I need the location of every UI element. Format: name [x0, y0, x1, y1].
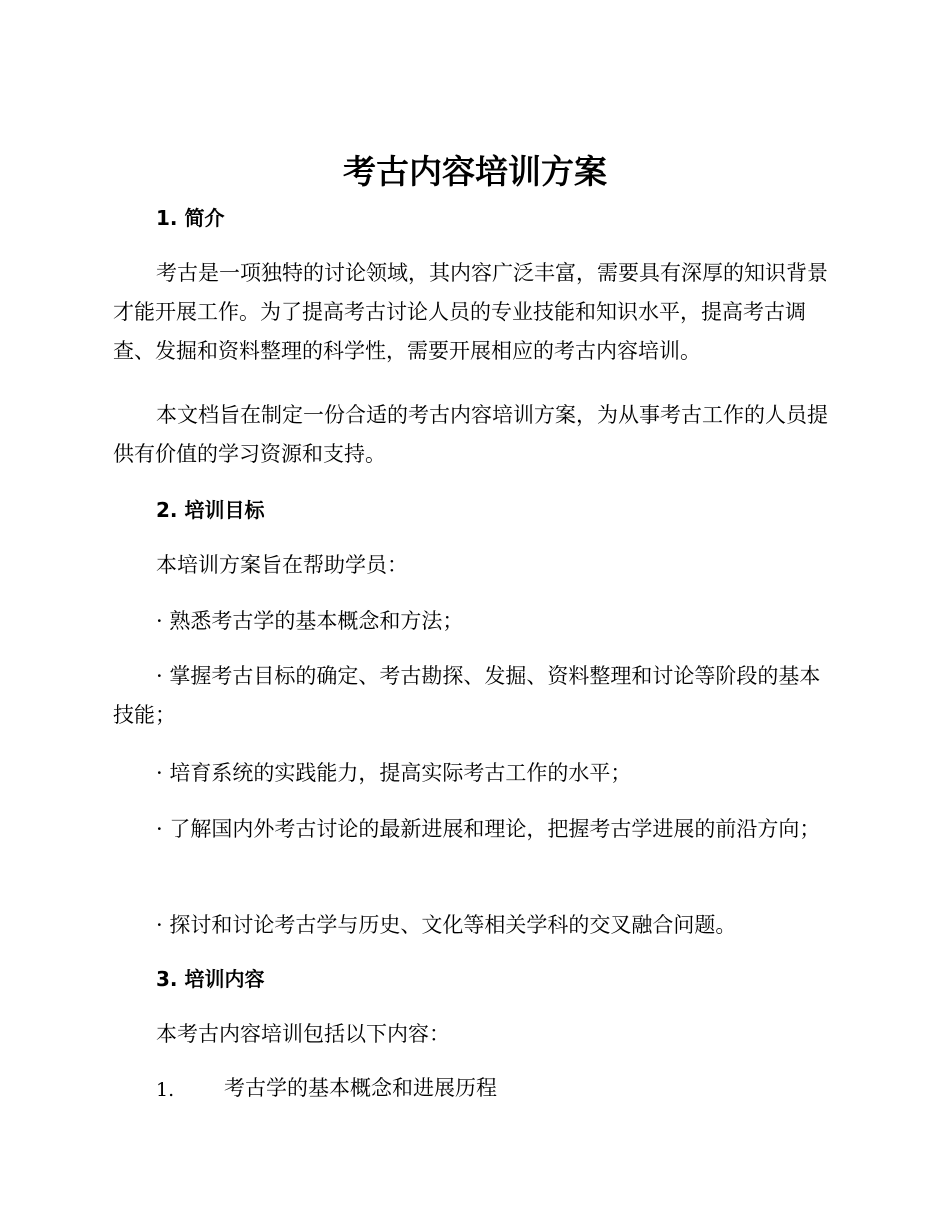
document-title: 考古内容培训方案: [343, 152, 607, 191]
goal-bullet-1: · 熟悉考古学的基本概念和方法；: [156, 609, 464, 633]
content-list-number: 1.: [156, 1079, 175, 1101]
content-intro: 本考古内容培训包括以下内容：: [156, 1022, 450, 1046]
section-heading-content: 3. 培训内容: [156, 967, 265, 991]
intro-paragraph-1: 考古是一项独特的讨论领域，其内容广泛丰富，需要具有深厚的知识背景才能开展工作。为了提高考古讨论人员的专业技能和知识水平，提高考古调查、发掘和资料整理的科学性，需要开展相应的考古内容培训。: [113, 261, 828, 363]
intro-paragraph-2: 本文档旨在制定一份合适的考古内容培训方案，为从事考古工作的人员提供有价值的学习资源和支持。: [113, 403, 828, 466]
goal-bullet-2: · 掌握考古目标的确定、考古勘探、发掘、资料整理和讨论等阶段的基本技能；: [113, 664, 821, 727]
content-list-item: 考古学的基本概念和进展历程: [224, 1076, 497, 1100]
goal-bullet-4: · 了解国内外考古讨论的最新进展和理论，把握考古学进展的前沿方向；: [156, 817, 821, 841]
section-heading-goals: 2. 培训目标: [156, 498, 265, 522]
goal-bullet-5: · 探讨和讨论考古学与历史、文化等相关学科的交叉融合问题。: [156, 913, 737, 937]
goals-intro: 本培训方案旨在帮助学员：: [156, 553, 408, 577]
section-heading-intro: 1. 简介: [156, 206, 225, 230]
goal-bullet-3: · 培育系统的实践能力，提高实际考古工作的水平；: [156, 761, 632, 785]
